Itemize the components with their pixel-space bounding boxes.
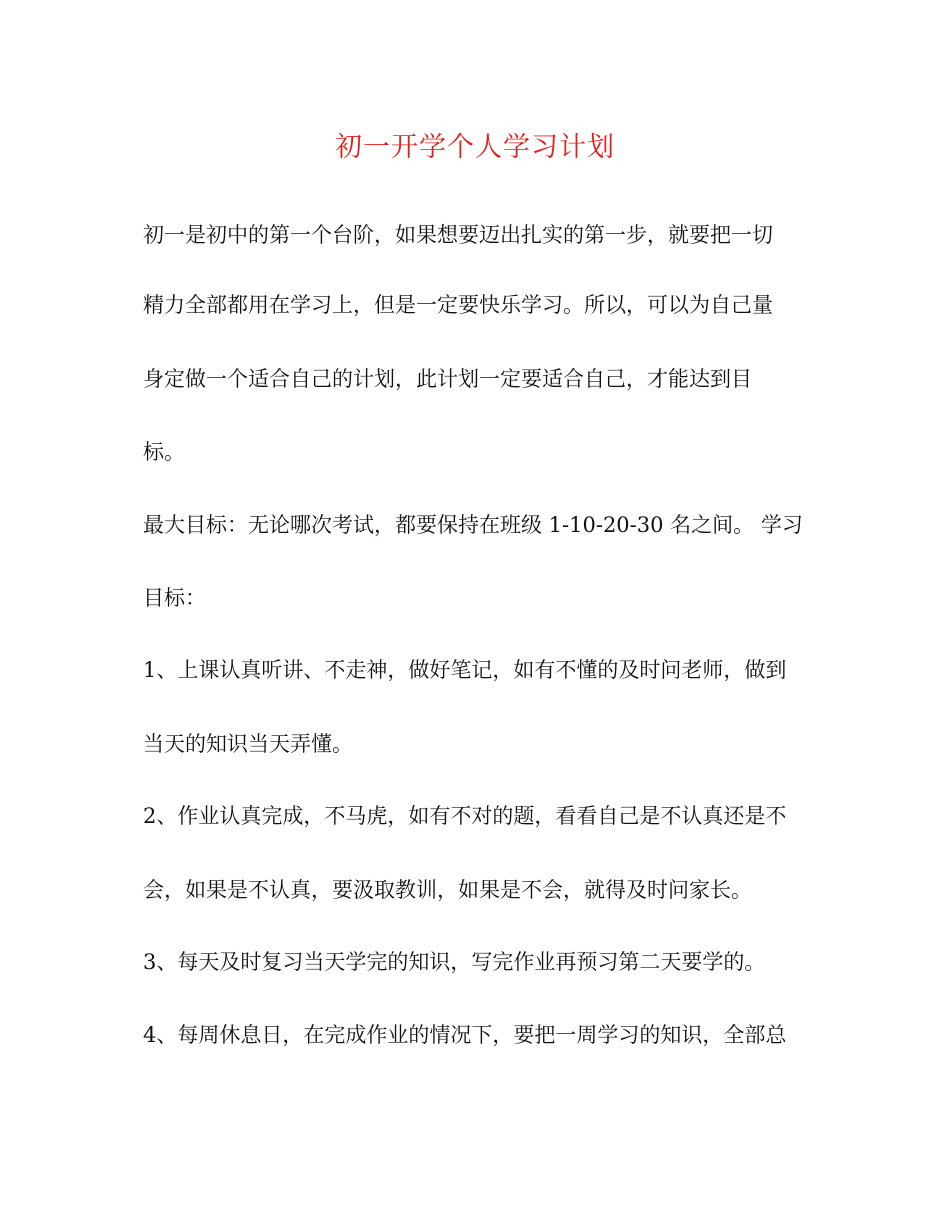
- body-line-12: 4、每周休息日，在完成作业的情况下，要把一周学习的知识，全部总: [143, 1023, 787, 1047]
- body-line-9: 2、作业认真完成，不马虎，如有不对的题，看看自己是不认真还是不: [143, 804, 787, 828]
- body-line-6: 目标：: [143, 586, 206, 610]
- body-line-3: 身定做一个适合自己的计划，此计划一定要适合自己，才能达到目: [143, 367, 752, 391]
- body-line-2: 精力全部都用在学习上，但是一定要快乐学习。所以，可以为自己量: [143, 293, 773, 317]
- body-line-11: 3、每天及时复习当天学完的知识，写完作业再预习第二天要学的。: [143, 950, 766, 974]
- body-line-7: 1、上课认真听讲、不走神，做好笔记，如有不懂的及时问老师，做到: [143, 658, 787, 682]
- body-line-4: 标。: [143, 440, 185, 464]
- body-line-1: 初一是初中的第一个台阶，如果想要迈出扎实的第一步，就要把一切: [143, 223, 773, 247]
- body-line-5: 最大目标：无论哪次考试，都要保持在班级 1-10-20-30 名之间。 学习: [143, 513, 803, 537]
- body-line-8: 当天的知识当天弄懂。: [143, 732, 353, 756]
- document-title: 初一开学个人学习计划: [335, 132, 615, 163]
- body-line-10: 会，如果是不认真，要汲取教训，如果是不会，就得及时问家长。: [143, 878, 752, 902]
